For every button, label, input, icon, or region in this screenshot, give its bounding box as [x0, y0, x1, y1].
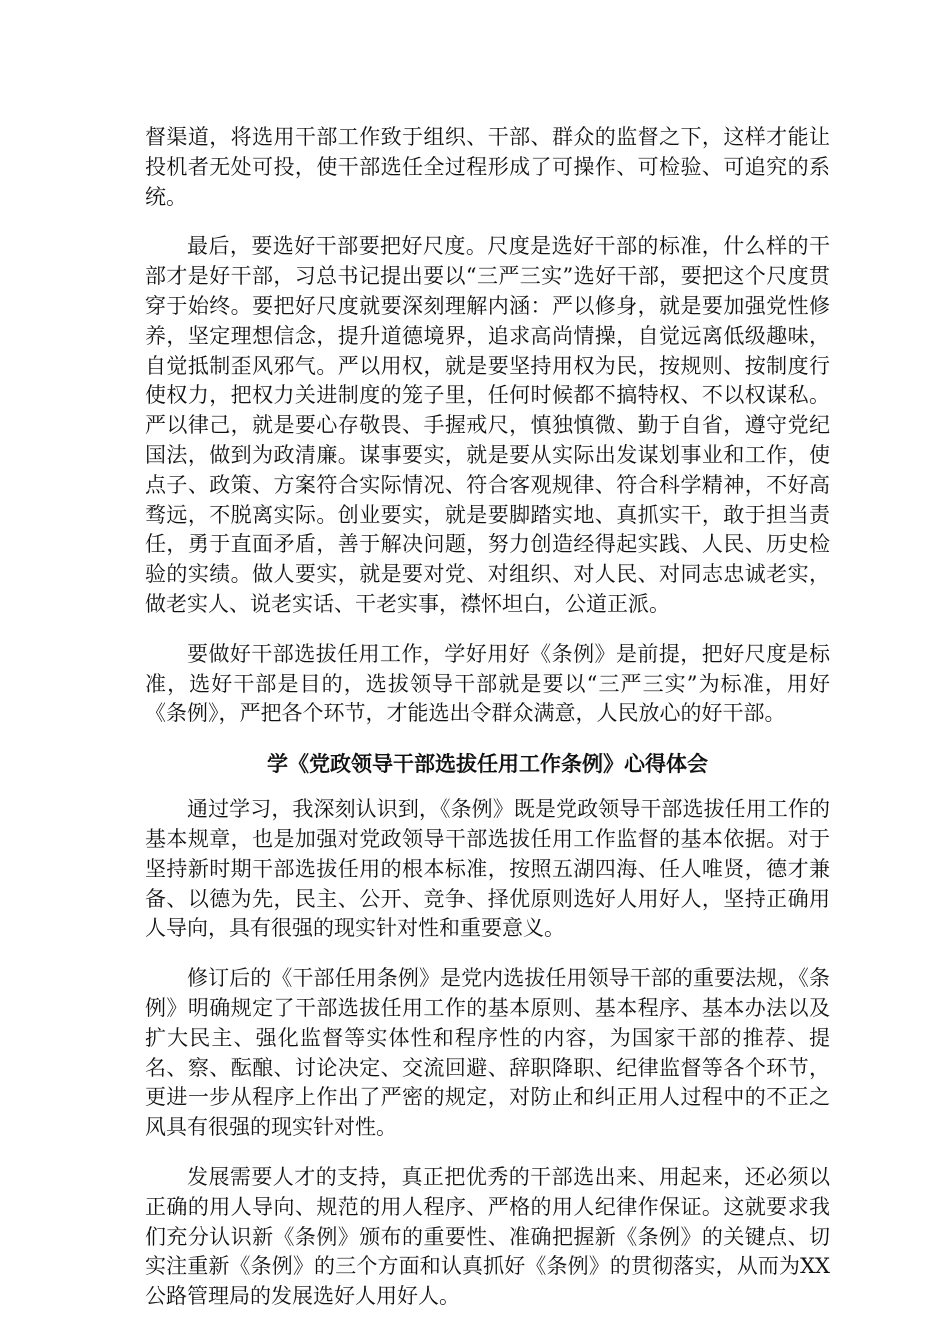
paragraph-development: 发展需要人才的支持，真正把优秀的干部选出来、用起来，还必须以正确的用人导向、规范的用人程序、严格的用人纪律作保证。这就要求我们充分认识新《条例》颁布的重要性、准确把握新《条例》的关键点、切实注重新《条例》的三个方面和认真抓好《条例》的贯彻落实，从而为XX公路管理局的发展选好人用好人。: [145, 1164, 830, 1309]
paragraph-summary: 要做好干部选拔任用工作，学好用好《条例》是前提，把好尺度是标准，选好干部是目的，选拔领导干部就是要以“三严三实”为标准，用好《条例》，严把各个环节，才能选出令群众满意，人民放心的好干部。: [145, 641, 830, 726]
paragraph-continued: 督渠道，将选用干部工作致于组织、干部、群众的监督之下，这样才能让投机者无处可投，使干部选任全过程形成了可操作、可检验、可追究的系统。: [145, 125, 830, 209]
document-body: [145, 123, 830, 1332]
paragraph-study: 通过学习，我深刻认识到，《条例》既是党政领导干部选拔任用工作的基本规章，也是加强对党政领导干部选拔任用工作监督的基本依据。对于坚持新时期干部选拔任用的根本标准，按照五湖四海、任人唯贤，德才兼备、以德为先，民主、公开、竞争、择优原则选好人用好人，坚持正确用人导向，具有很强的现实针对性和重要意义。: [145, 797, 830, 941]
paragraph-revised-regulation: 修订后的《干部任用条例》是党内选拔任用领导干部的重要法规，《条例》明确规定了干部选拔任用工作的基本原则、基本程序、基本办法以及扩大民主、强化监督等实体性和程序性的内容，为国家干部的推荐、提名、察、酝酿、讨论决定、交流回避、辞职降职、纪律监督等各个环节，更进一步从程序上作出了严密的规定，对防止和纠正用人过程中的不正之风具有很强的现实针对性。: [145, 966, 830, 1140]
paragraph-standard: 最后，要选好干部要把好尺度。尺度是选好干部的标准，什么样的干部才是好干部，习总书记提出要以“三严三实”选好干部，要把这个尺度贯穿于始终。要把好尺度就要深刻理解内涵：严以修身，就是要加强党性修养，坚定理想信念，提升道德境界，追求高尚情操，自觉远离低级趣味，自觉抵制歪风邪气。严以用权，就是要坚持用权为民，按规则、按制度行使权力，把权力关进制度的笼子里，任何时候都不搞特权、不以权谋私。严以律己，就是要心存敬畏、手握戒尺，慎独慎微、勤于自省，遵守党纪国法，做到为政清廉。谋事要实，就是要从实际出发谋划事业和工作，使点子、政策、方案符合实际情况、符合客观规律、符合科学精神，不好高骛远，不脱离实际。创业要实，就是要脚踏实地、真抓实干，敢于担当责任，勇于直面矛盾，善于解决问题，努力创造经得起实践、人民、历史检验的实绩。做人要实，就是要对党、对组织、对人民、对同志忠诚老实，做老实人、说老实话、干老实事，襟怀坦白，公道正派。: [145, 234, 830, 616]
section-heading: 学《党政领导干部选拔任用工作条例》心得体会: [267, 751, 708, 777]
